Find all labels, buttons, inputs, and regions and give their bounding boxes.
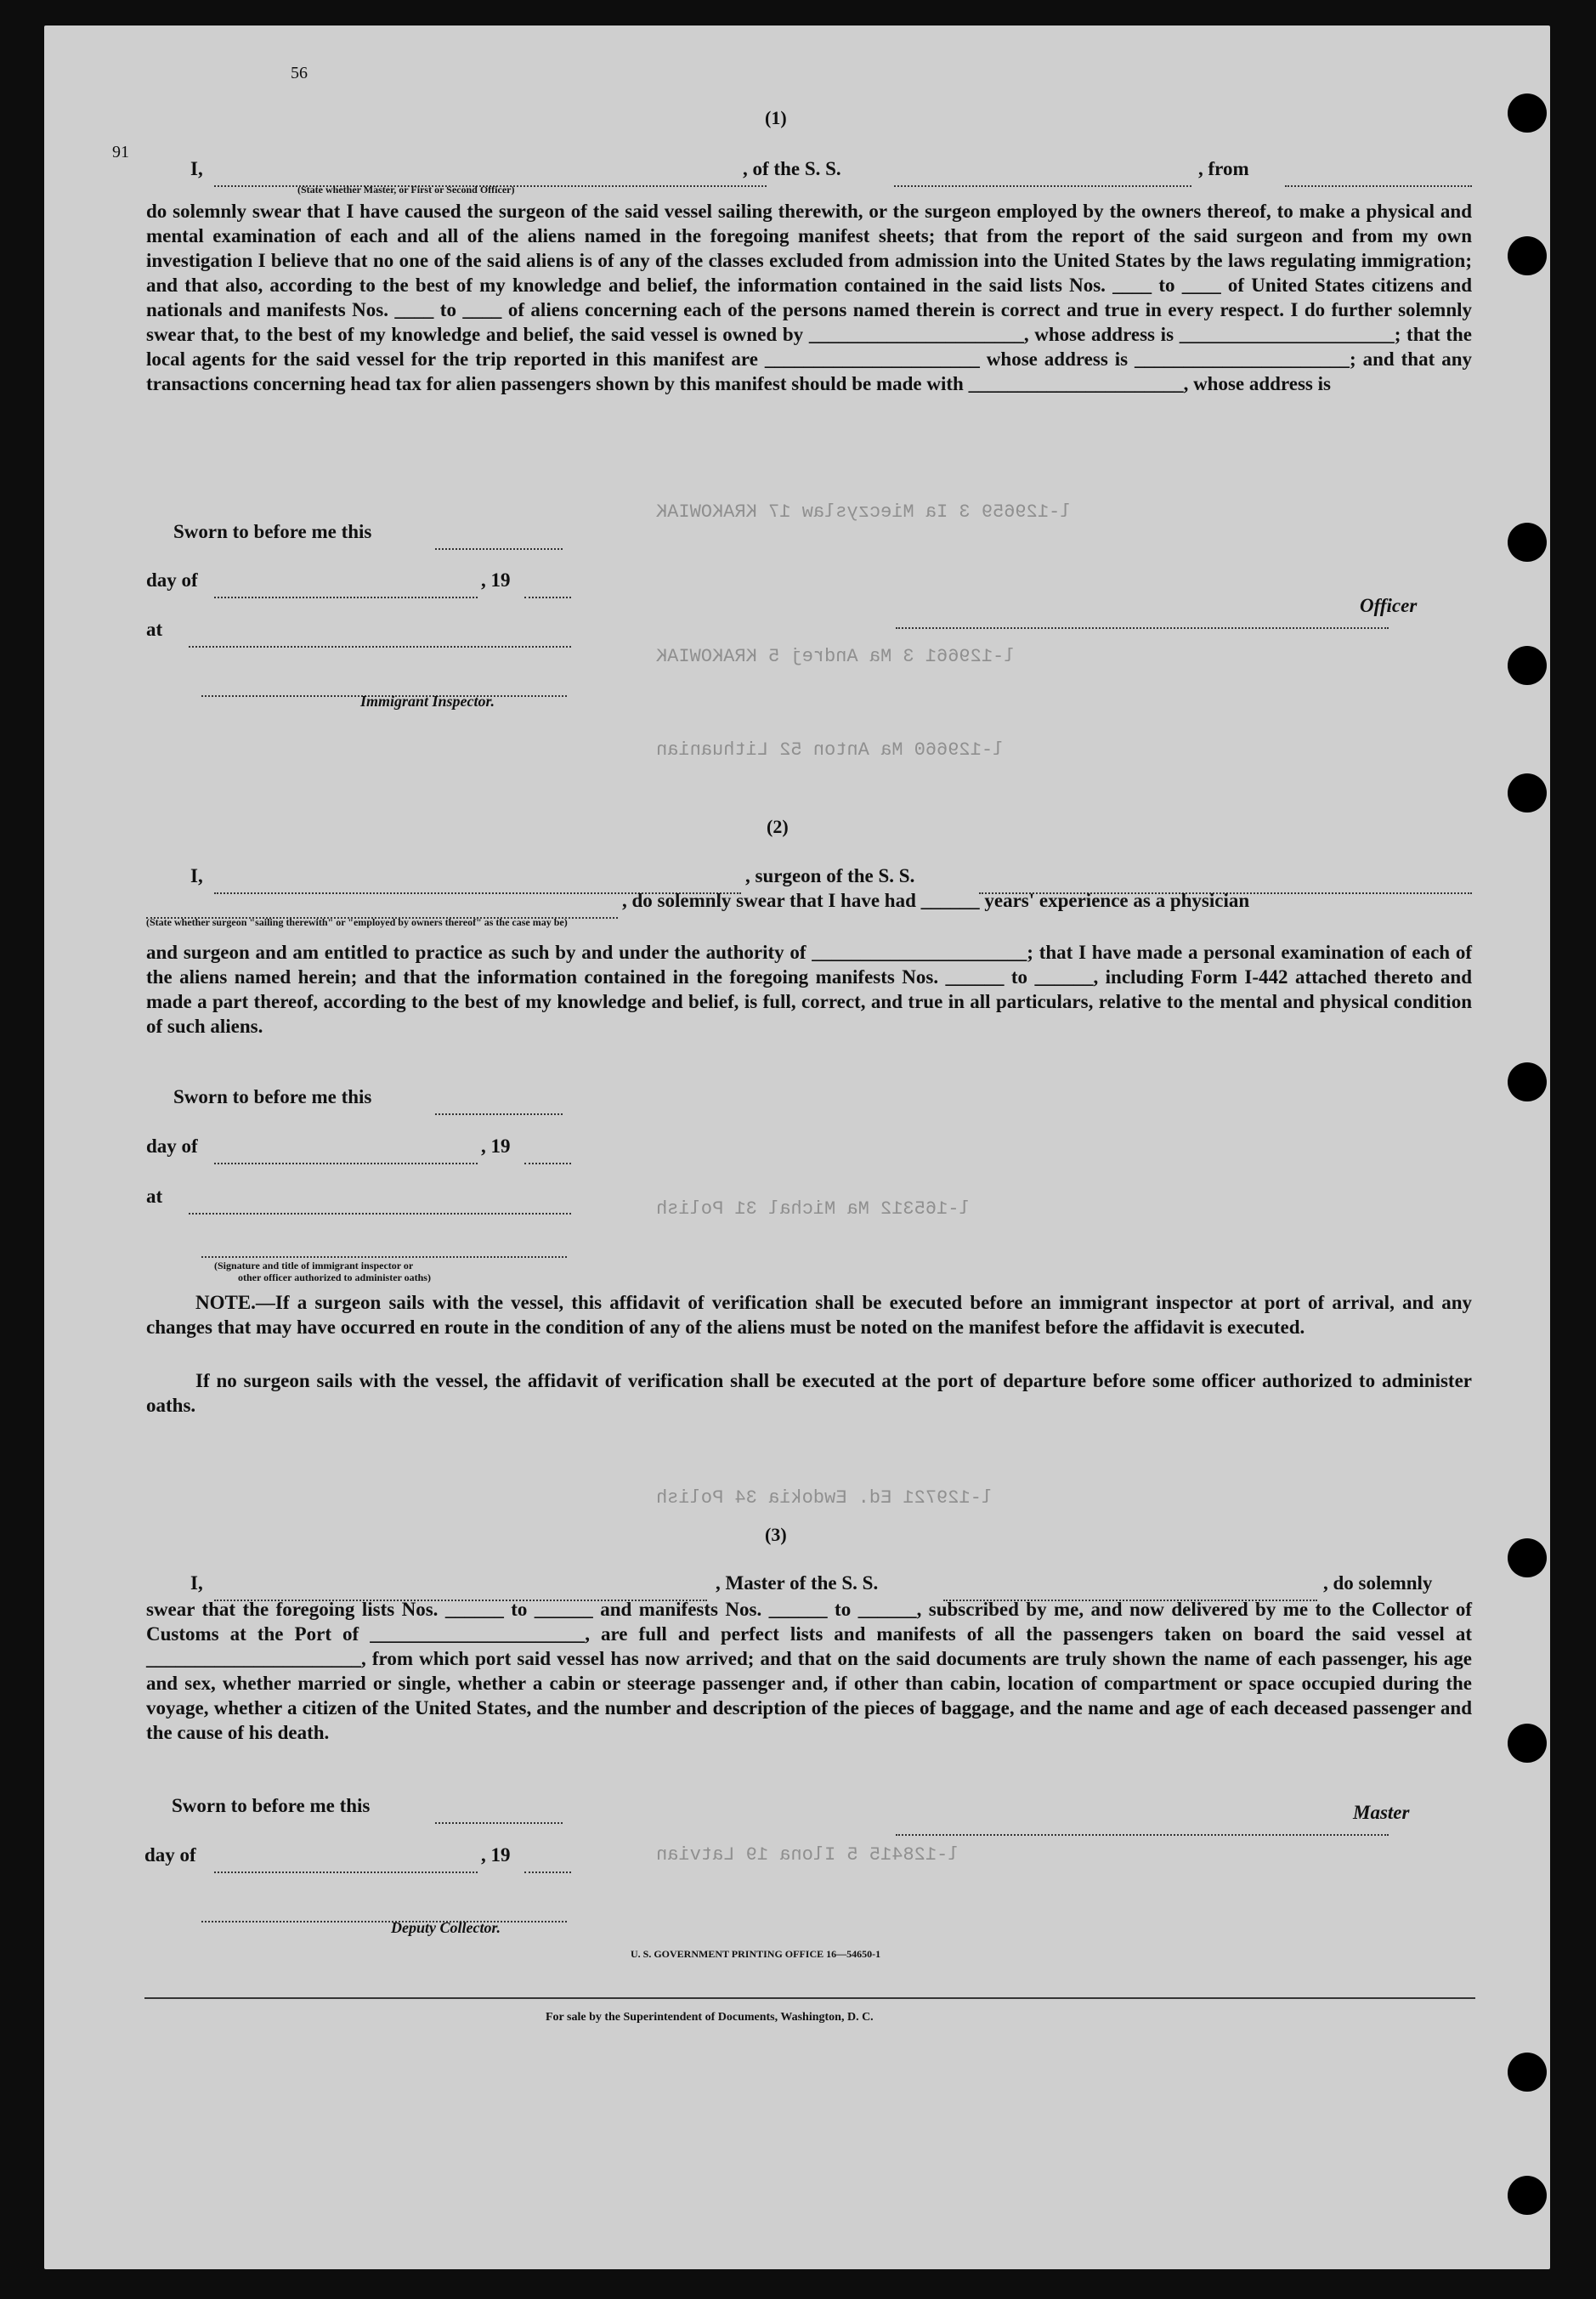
- form-page: [44, 25, 1550, 2269]
- s3-master-ss-label: , Master of the S. S.: [716, 1572, 879, 1594]
- s3-deputy-sig-field[interactable]: [201, 1905, 567, 1928]
- punch-hole: [1508, 2053, 1547, 2092]
- side-mark: 91: [112, 143, 129, 161]
- s1-from-field[interactable]: [1285, 170, 1472, 192]
- s1-sworn-label: Sworn to before me this: [173, 521, 372, 542]
- s2-sworn-label: Sworn to before me this: [173, 1086, 372, 1107]
- s3-master-label: Master: [1353, 1802, 1410, 1823]
- s2-i-label: I,: [190, 865, 203, 886]
- s2-sig-hint-1: (Signature and title of immigrant inspector or: [214, 1260, 414, 1271]
- s3-sworn-label: Sworn to before me this: [172, 1795, 371, 1816]
- s2-experience-text: , do solemnly swear that I have had ______ years' experience as a physician: [622, 890, 1250, 911]
- note-paragraph-1: NOTE.—If a surgeon sails with the vessel, this affidavit of verification shall be executed before an immigrant inspector at port of arrival, and any changes that may have occurred en route in the condition of any of the aliens must be noted on the manifest before the affidavit is executed.: [146, 1292, 1472, 1338]
- s1-inspector-label: Immigrant Inspector.: [360, 693, 495, 710]
- punch-hole: [1508, 1724, 1547, 1763]
- bleed-through-text: l-129659 3 Ia Mieczyslaw 17 KRAKOWIAK: [656, 501, 1072, 523]
- s2-year-field[interactable]: [524, 1147, 571, 1169]
- page-mark: 56: [291, 64, 308, 82]
- s1-oath-text: do solemnly swear that I have caused the surgeon of the said vessel sailing therewith, or the surgeon employed by the owners thereof, to make a physical and mental examination of each and all of the aliens named in the foregoing manifest sheets; that from the report of the said surgeon and from my own investigation I believe that no one of the said aliens is of any of the classes excluded from admission into the United States by the laws regulating immigration; and that also, according to the best of my knowledge and belief, the information contained in the said lists Nos. ____ to ____ of United States citizens and nationals and manifests Nos. ____ to ____ of aliens concerning each of the persons named therein is correct and true in every respect. I do further solemnly swear that, to the best of my knowledge and belief, the said vessel is owned by ______________________, whose address is ______________________; that the local agents for the said vessel for the trip reported in this manifest are ______________________ whose address is ______________________; and that any transactions concerning head tax for alien passengers shown by this manifest should be made with ______________________, whose address is: [146, 201, 1472, 394]
- punch-hole: [1508, 2176, 1547, 2215]
- punch-hole: [1508, 93, 1547, 133]
- s2-year-label: , 19: [481, 1135, 511, 1157]
- s1-of-ss-label: , of the S. S.: [743, 158, 841, 179]
- s1-officer-sig-field[interactable]: [896, 612, 1389, 634]
- s1-officer-hint: (State whether Master, or First or Second Officer): [297, 184, 515, 195]
- punch-hole: [1508, 1538, 1547, 1577]
- s1-year-field[interactable]: [524, 581, 571, 603]
- s2-day-field[interactable]: [214, 1147, 478, 1169]
- s1-sworn-field[interactable]: [435, 533, 563, 555]
- s2-day-label: day of: [146, 1135, 198, 1157]
- s2-at-label: at: [146, 1186, 163, 1207]
- bleed-through-text: l-165312 Ma Michal 31 Polish: [656, 1198, 971, 1220]
- s1-at-field[interactable]: [189, 631, 571, 653]
- s3-year-label: , 19: [481, 1844, 511, 1866]
- s3-oath-text: swear that the foregoing lists Nos. ______ to ______ and manifests Nos. ______ to ______, subscribed by me, and now delivered by me to the Collector of Customs at the Port of ______________________, are full and perfect lists and manifests of all the passengers taken on board the said vessel at ______________________, from which port said vessel has now arrived; and that on the said documents are truly shown the name of each passenger, his age and sex, whether married or single, whether a cabin or steerage passenger and, if other than cabin, location of compartment or space occupied during the voyage, whether a citizen of the United States, and the number and description of the pieces of baggage, and the name and age of each deceased passenger and the cause of his death.: [146, 1599, 1472, 1743]
- s1-day-label: day of: [146, 569, 198, 591]
- s3-deputy-label: Deputy Collector.: [391, 1919, 501, 1936]
- s3-year-field[interactable]: [524, 1856, 571, 1878]
- section-3-number: (3): [765, 1524, 787, 1545]
- s1-i-label: I,: [190, 158, 203, 179]
- s1-officer-label: Officer: [1360, 595, 1418, 616]
- punch-hole: [1508, 773, 1547, 813]
- s1-vessel-field[interactable]: [894, 170, 1191, 192]
- printing-office-mark: U. S. GOVERNMENT PRINTING OFFICE 16—54650-1: [631, 1948, 881, 1960]
- s1-at-label: at: [146, 619, 163, 640]
- s3-day-label: day of: [144, 1844, 196, 1866]
- punch-hole: [1508, 646, 1547, 685]
- section-1-number: (1): [765, 107, 787, 128]
- footer-divider: [144, 1997, 1475, 1999]
- s3-sworn-field[interactable]: [435, 1807, 563, 1829]
- footer-text: For sale by the Superintendent of Documents, Washington, D. C.: [546, 2011, 874, 2024]
- s2-at-field[interactable]: [189, 1198, 571, 1220]
- s2-oath-text: and surgeon and am entitled to practice as such by and under the authority of ______________________; that I have made a personal examination of each of the aliens named herein; and that the information contained in the foregoing manifests Nos. ______ to ______, including Form I-442 attached thereto and made a part thereof, according to the best of my knowledge and belief, is full, correct, and true in all particulars, relative to the mental and physical condition of such aliens.: [146, 942, 1472, 1037]
- s3-master-sig-field[interactable]: [896, 1819, 1389, 1841]
- bleed-through-text: l-128415 5 Ilona 19 Latvian: [656, 1844, 959, 1866]
- s2-surgeon-hint: (State whether surgeon "sailing therewith" or "employed by owners thereof" as the case may be): [146, 916, 568, 928]
- s3-i-label: I,: [190, 1572, 203, 1594]
- punch-hole: [1508, 236, 1547, 275]
- s2-sig-hint-2: other officer authorized to administer oaths): [238, 1271, 431, 1283]
- section-2-number: (2): [767, 816, 789, 837]
- bleed-through-text: l-129661 3 Ma Andrej 5 KRAKOWIAK: [656, 646, 1016, 667]
- bleed-through-text: l-129660 Ma Anton 52 Lithuanian: [656, 739, 1005, 761]
- s1-from-label: , from: [1198, 158, 1249, 179]
- punch-hole: [1508, 1062, 1547, 1101]
- bleed-through-text: l-129721 Ed. Ewdokia 34 Polish: [656, 1487, 993, 1509]
- s2-surgeon-ss-label: , surgeon of the S. S.: [745, 865, 915, 886]
- punch-hole: [1508, 523, 1547, 562]
- s2-sworn-field[interactable]: [435, 1098, 563, 1120]
- note-paragraph-2: If no surgeon sails with the vessel, the affidavit of verification shall be executed at the port of departure before some officer authorized to administer oaths.: [146, 1370, 1472, 1416]
- s3-day-field[interactable]: [214, 1856, 478, 1878]
- s1-year-label: , 19: [481, 569, 511, 591]
- s3-solemnly-label: , do solemnly: [1323, 1572, 1433, 1594]
- s1-day-field[interactable]: [214, 581, 478, 603]
